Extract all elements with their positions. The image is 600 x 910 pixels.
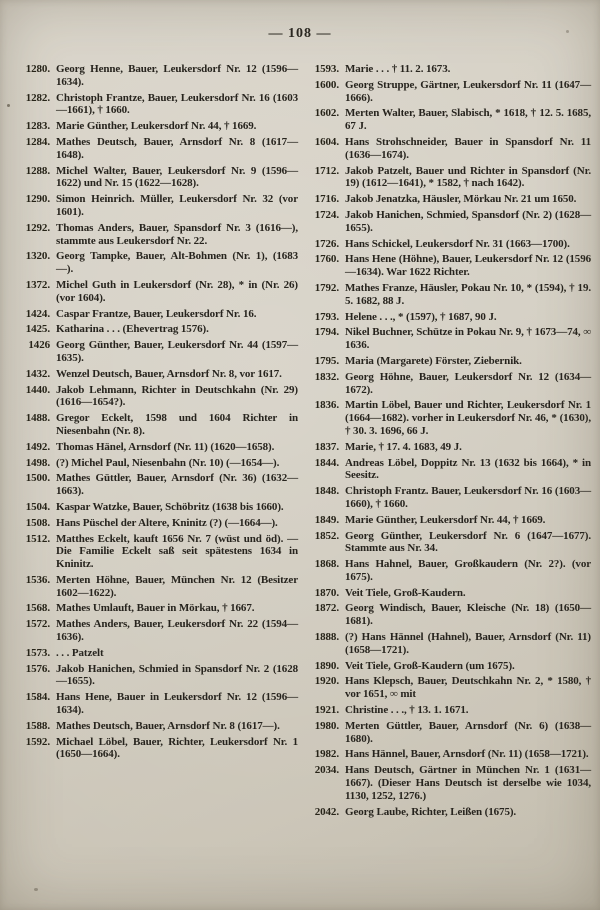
entry-number: 1793.	[314, 310, 339, 323]
entry-text: Mathes Anders, Bauer, Leukersdorf Nr. 22 (1594—1636).	[56, 618, 298, 644]
entry-number: 1292.	[25, 221, 50, 234]
entry-text: Michel Walter, Bauer, Leukersdorf Nr. 9 (1596—1622) und Nr. 15 (1622—1628).	[56, 164, 298, 190]
entry-text: Thomas Anders, Bauer, Spansdorf Nr. 3 (1616—), stammte aus Leukersdorf Nr. 22.	[56, 221, 298, 247]
register-entry	[301, 311, 591, 324]
entry-text: Thomas Hänel, Arnsdorf (Nr. 11) (1620—1658).	[56, 440, 275, 453]
entry-text: Georg Tampke, Bauer, Alt-Bohmen (Nr. 1), (1683—).	[56, 250, 298, 276]
register-entry	[12, 323, 298, 336]
register-entry	[301, 764, 591, 802]
entry-text: Marie . . . † 11. 2. 1673.	[345, 63, 451, 75]
entry-text: Hans Klepsch, Bauer, Deutschkahn Nr. 2, * 1580, † vor 1651, ∞ mit	[345, 675, 591, 701]
entry-number: 1849.	[314, 513, 339, 526]
entry-text: Jakob Patzelt, Bauer und Richter in Spansdorf (Nr. 19) (1612—1641), * 1582, † nach 1642).	[345, 164, 591, 190]
entry-text: Georg Henne, Bauer, Leukersdorf Nr. 12 (1596—1634).	[56, 63, 298, 88]
entry-number: 1832.	[314, 370, 339, 383]
entry-text: Christine . . ., † 13. 1. 1671.	[345, 704, 469, 717]
entry-text: . . . Patzelt	[56, 646, 104, 659]
register-entry	[12, 308, 298, 321]
entry-number: 1852.	[314, 529, 339, 542]
entry-number: 1795.	[314, 354, 339, 367]
entry-number: 1572.	[25, 618, 50, 631]
entry-text: Matthes Eckelt, kauft 1656 Nr. 7 (wüst und öd). — Die Familie Eckelt saß seit spätestens 1634 in Kninitz.	[56, 532, 298, 571]
register-entry	[12, 120, 298, 133]
entry-text: Georg Günther, Leukersdorf Nr. 6 (1647—1677). Stammte aus Nr. 34.	[345, 529, 591, 555]
register-entry	[12, 384, 298, 410]
register-entry	[301, 107, 591, 133]
register-entry	[12, 720, 298, 733]
entry-text: Kaspar Watzke, Bauer, Schöbritz (1638 bis 1660).	[56, 500, 284, 513]
register-entry	[301, 514, 591, 527]
register-entry	[12, 339, 298, 365]
register-entry	[12, 602, 298, 615]
entry-number: 1576.	[25, 662, 50, 675]
entry-number: 1498.	[25, 456, 50, 469]
entry-number: 1980.	[314, 719, 339, 732]
entry-text: Hans Deutsch, Gärtner in München Nr. 1 (1631—1667). (Dieser Hans Deutsch ist derselbe wie 1034, 1130, 1252, 1276.)	[345, 764, 591, 802]
register-entry	[301, 165, 591, 191]
entry-number: 1568.	[25, 602, 50, 615]
entry-text: Christoph Frantze, Bauer, Leukersdorf Nr. 16 (1603—1661), † 1660.	[56, 91, 298, 117]
entry-text: Georg Laube, Richter, Leißen (1675).	[345, 805, 517, 818]
entry-text: Marie Günther, Leukersdorf Nr. 44, † 1669.	[56, 120, 257, 133]
entry-text: Hans Strohschneider, Bauer in Spansdorf Nr. 11 (1636—1674).	[345, 135, 591, 161]
entry-number: 1426	[28, 339, 50, 352]
register-entry	[12, 412, 298, 438]
entry-number: 1848.	[314, 485, 339, 498]
entry-text: Merten Walter, Bauer, Slabisch, * 1618, † 12. 5. 1685, 67 J.	[345, 107, 591, 133]
register-entry	[301, 282, 591, 308]
register-entry	[301, 748, 591, 761]
entry-text: Jakob Jenatzka, Häusler, Mörkau Nr. 21 um 1650.	[345, 193, 577, 206]
entry-text: Veit Tiele, Groß-Kaudern (um 1675).	[345, 659, 515, 672]
entry-text: Veit Tiele, Groß-Kaudern.	[345, 586, 466, 599]
entry-number: 1432.	[25, 367, 50, 380]
entry-number: 1504.	[25, 500, 50, 513]
entry-text: Wenzel Deutsch, Bauer, Arnsdorf Nr. 8, vor 1617.	[56, 367, 282, 380]
entry-number: 1508.	[25, 516, 50, 529]
entry-number: 1868.	[314, 558, 339, 571]
entry-number: 1920.	[314, 675, 339, 688]
entry-number: 1500.	[25, 472, 50, 485]
register-entry	[301, 253, 591, 279]
entry-number: 1290.	[25, 193, 50, 206]
entry-number: 1284.	[25, 135, 50, 148]
entry-number: 1536.	[25, 573, 50, 586]
entry-text: Nikel Buchner, Schütze in Pokau Nr. 9, † 1673—74, ∞ 1636.	[345, 326, 591, 352]
entry-text: Mathes Deutsch, Bauer, Arnsdorf Nr. 8 (1617—).	[56, 719, 280, 732]
entry-text: Katharina . . . (Ehevertrag 1576).	[56, 323, 209, 336]
register-entry	[12, 647, 298, 660]
entry-text: Georg Struppe, Gärtner, Leukersdorf Nr. 11 (1647—1666).	[345, 78, 591, 104]
register-entry	[12, 368, 298, 381]
entry-text: Hans Schickel, Leukersdorf Nr. 31 (1663—1700).	[345, 237, 570, 250]
register-entry	[301, 238, 591, 251]
entry-number: 1288.	[25, 164, 50, 177]
register-entry	[12, 193, 298, 219]
entry-number: 1844.	[314, 456, 339, 469]
register-entry	[12, 165, 298, 191]
entry-number: 1372.	[25, 278, 50, 291]
register-entry	[301, 704, 591, 717]
register-entry	[12, 222, 298, 248]
entry-text: Georg Günther, Bauer, Leukersdorf Nr. 44 (1597—1635).	[56, 339, 298, 364]
entry-number: 1320.	[25, 250, 50, 263]
entry-text: (?) Hans Hännel (Hahnel), Bauer, Arnsdorf (Nr. 11) (1658—1721).	[345, 631, 591, 656]
entry-number: 1921.	[314, 704, 339, 717]
entry-text: Caspar Frantze, Bauer, Leukersdorf Nr. 16.	[56, 307, 257, 320]
entry-text: Marie Günther, Leukersdorf Nr. 44, † 1669.	[345, 513, 546, 526]
register-entry	[12, 618, 298, 644]
entry-text: Georg Windisch, Bauer, Kleische (Nr. 18) (1650—1681).	[345, 602, 591, 628]
entry-text: Hans Hene, Bauer in Leukersdorf Nr. 12 (1596—1634).	[56, 691, 298, 717]
entry-number: 1588.	[25, 719, 50, 732]
entry-text: Mathes Deutsch, Bauer, Arnsdorf Nr. 8 (1617—1648).	[56, 135, 298, 161]
entry-text: Michel Guth in Leukersdorf (Nr. 28), * in (Nr. 26) (vor 1604).	[56, 278, 298, 304]
entry-number: 2042.	[314, 805, 339, 818]
register-entry	[12, 279, 298, 305]
entry-number: 1760.	[314, 253, 339, 266]
entry-text: Simon Heinrich. Müller, Leukersdorf Nr. 32 (vor 1601).	[56, 193, 298, 218]
entry-text: Hans Hene (Höhne), Bauer, Leukersdorf Nr. 12 (1596—1634). War 1622 Richter.	[345, 253, 591, 279]
register-entry	[12, 92, 298, 118]
entry-number: 1573.	[25, 646, 50, 659]
entry-text: Georg Höhne, Bauer, Leukersdorf Nr. 12 (1634—1672).	[345, 370, 591, 396]
entry-text: Helene . . ., * (1597), † 1687, 90 J.	[345, 310, 497, 323]
entry-number: 1724.	[314, 208, 339, 221]
register-entry	[301, 675, 591, 701]
entry-number: 1283.	[25, 120, 50, 133]
register-entry	[12, 533, 298, 571]
entry-number: 1600.	[314, 78, 339, 91]
entry-number: 1592.	[25, 735, 50, 748]
entry-number: 1602.	[314, 107, 339, 120]
register-entry	[301, 136, 591, 162]
entry-text: Jakob Hanichen, Schmied in Spansdorf Nr. 2 (1628—1655).	[56, 662, 298, 688]
entry-number: 1604.	[314, 135, 339, 148]
register-entry	[12, 501, 298, 514]
entry-text: Mathes Franze, Häusler, Pokau Nr. 10, * (1594), † 19. 5. 1682, 88 J.	[345, 281, 591, 307]
entry-text: Gregor Eckelt, 1598 und 1604 Richter in Niesenbahn (Nr. 8).	[56, 412, 298, 437]
entry-text: Christoph Frantz. Bauer, Leukersdorf Nr. 16 (1603—1660), † 1660.	[345, 485, 591, 510]
register-entry	[301, 441, 591, 454]
register-entry	[12, 136, 298, 162]
entry-number: 1425.	[25, 323, 50, 336]
page-number: — 108 —	[268, 26, 332, 41]
register-entry	[301, 399, 591, 437]
register-entry	[301, 371, 591, 397]
entry-text: Martin Löbel, Bauer und Richter, Leukersdorf Nr. 1 (1664—1682). vorher in Leukersdorf Nr. 46, * (1630), † 30. 3. 1696, 66 J.	[345, 399, 591, 437]
entry-number: 1488.	[25, 412, 50, 425]
entry-number: 1982.	[314, 748, 339, 761]
entry-text: Hans Hännel, Bauer, Arnsdorf (Nr. 11) (1658—1721).	[345, 748, 589, 761]
entry-text: Mathes Umlauft, Bauer in Mörkau, † 1667.	[56, 602, 255, 615]
entry-number: 1870.	[314, 586, 339, 599]
register-entry	[12, 691, 298, 717]
entry-text: Merten Höhne, Bauer, München Nr. 12 (Besitzer 1602—1622).	[56, 573, 298, 599]
register-entry	[301, 631, 591, 657]
register-entry	[12, 472, 298, 498]
entry-number: 1794.	[314, 326, 339, 339]
register-entry	[301, 485, 591, 511]
entry-text: Marie, † 17. 4. 1683, 49 J.	[345, 440, 462, 453]
entry-text: Maria (Margarete) Förster, Ziebernik.	[345, 354, 522, 367]
entry-number: 1792.	[314, 281, 339, 294]
entry-number: 1716.	[314, 193, 339, 206]
register-entry	[12, 250, 298, 276]
entry-number: 1593.	[314, 63, 339, 75]
register-entry	[301, 355, 591, 368]
scan-speck	[566, 30, 569, 33]
entry-number: 1280.	[25, 63, 50, 75]
register-entry	[12, 517, 298, 530]
entry-text: Michael Löbel, Bauer, Richter, Leukersdorf Nr. 1 (1650—1664).	[56, 735, 298, 761]
entry-text: Hans Püschel der Altere, Kninitz (?) (—1664—).	[56, 516, 278, 529]
register-entry	[12, 663, 298, 689]
register-entry	[12, 574, 298, 600]
entry-number: 1512.	[25, 532, 50, 545]
register-column-right	[301, 63, 591, 821]
register-column-left	[12, 63, 298, 764]
register-entry	[301, 558, 591, 584]
register-entry	[301, 457, 591, 483]
entry-number: 1837.	[314, 440, 339, 453]
scan-speck	[34, 888, 38, 891]
entry-number: 2034.	[314, 764, 339, 777]
entry-text: Andreas Löbel, Doppitz Nr. 13 (1632 bis 1664), * in Seesitz.	[345, 456, 591, 482]
register-entry	[301, 326, 591, 352]
register-entry	[301, 530, 591, 556]
entry-number: 1440.	[25, 383, 50, 396]
entry-number: 1424.	[25, 307, 50, 320]
register-entry	[12, 736, 298, 762]
entry-number: 1836.	[314, 399, 339, 412]
entry-text: (?) Michel Paul, Niesenbahn (Nr. 10) (—1654—).	[56, 456, 280, 469]
entry-number: 1492.	[25, 440, 50, 453]
entry-number: 1888.	[314, 631, 339, 644]
register-entry	[12, 457, 298, 470]
entry-number: 1282.	[25, 91, 50, 104]
entry-text: Mathes Güttler, Bauer, Arnsdorf (Nr. 36) (1632—1663).	[56, 472, 298, 498]
register-entry	[301, 79, 591, 105]
entry-number: 1872.	[314, 602, 339, 615]
register-entry	[301, 587, 591, 600]
register-entry	[301, 660, 591, 673]
register-entry	[12, 63, 298, 89]
scan-speck	[7, 104, 10, 107]
entry-text: Hans Hahnel, Bauer, Großkaudern (Nr. 2?). (vor 1675).	[345, 558, 591, 583]
entry-text: Jakob Hanichen, Schmied, Spansdorf (Nr. 2) (1628—1655).	[345, 208, 591, 234]
entry-number: 1890.	[314, 659, 339, 672]
entry-text: Merten Güttler, Bauer, Arnsdorf (Nr. 6) (1638—1680).	[345, 719, 591, 745]
register-entry	[12, 441, 298, 454]
register-entry	[301, 806, 591, 819]
register-entry	[301, 63, 591, 76]
entry-number: 1726.	[314, 237, 339, 250]
entry-number: 1712.	[314, 164, 339, 177]
entry-text: Jakob Lehmann, Richter in Deutschkahn (Nr. 29) (1616—1654?).	[56, 383, 298, 409]
entry-number: 1584.	[25, 691, 50, 704]
register-entry	[301, 602, 591, 628]
register-entry	[301, 720, 591, 746]
register-entry	[301, 193, 591, 206]
register-entry	[301, 209, 591, 235]
